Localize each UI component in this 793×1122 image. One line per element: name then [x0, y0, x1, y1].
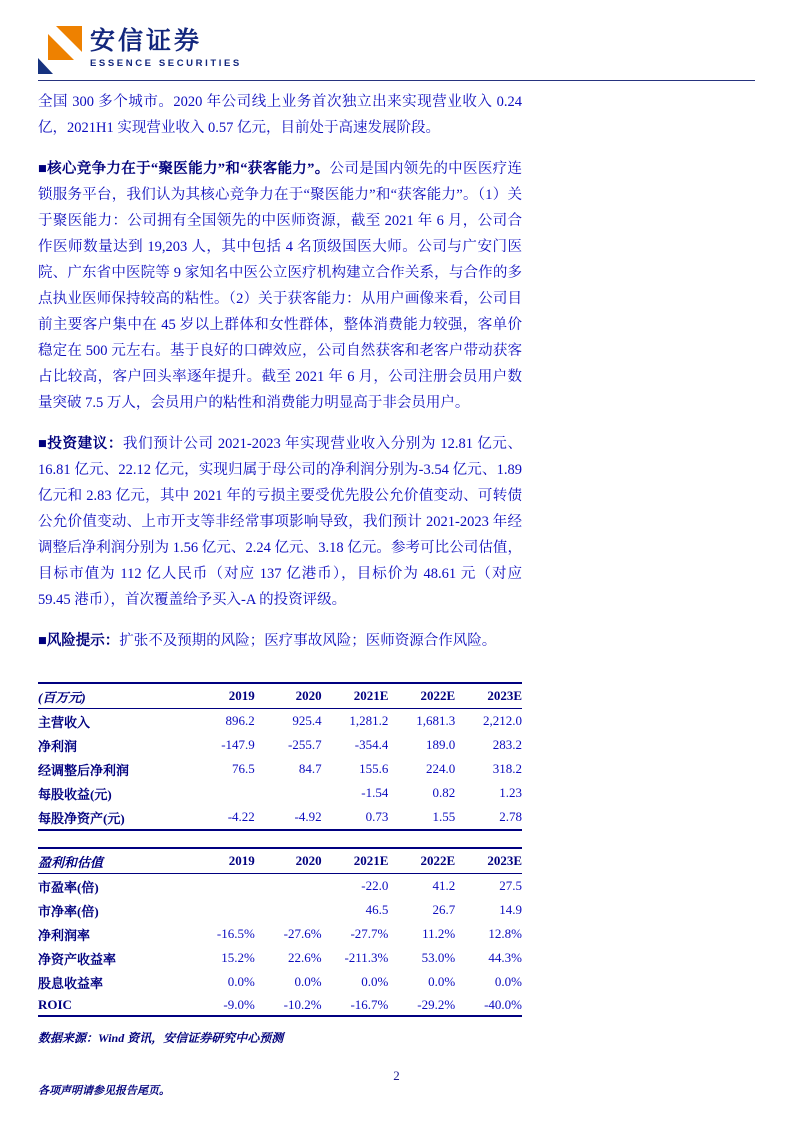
row-value: 2.78	[499, 809, 522, 824]
row-value: 1.23	[499, 785, 522, 800]
row-value: 318.2	[492, 761, 522, 776]
table-header-year: 2019	[228, 688, 255, 703]
core-competence-body: 公司是国内领先的中医医疗连锁服务平台，我们认为其核心竞争力在于“聚医能力”和“获客能力”。（1）关于聚医能力：公司拥有全国领先的中医师资源，截至 2021 年 6 月，公司合作医师数量达到 19,203 人，其中包括 4 名顶级国医大师。公司与广安门医院、广东省中医院等 9 家知名中医公立医疗机构建立合作关系，与合作的多点执业医师保持较高的粘性。（2）关于获客能力：从用户画像来看，公司目前主要客户集中在 45 岁以上群体和女性群体，整体消费能力较强，客单价稳定在 500 元左右。基于良好的口碑效应，公司自然获客和老客户带动获客占比较高，客户回头率逐年提升。截至 2021 年 6 月，公司注册会员用户数量突破 7.5 万人，会员用户的粘性和消费能力明显高于非会员用户。	[38, 161, 522, 411]
row-value: -255.7	[288, 737, 322, 752]
table-row	[38, 874, 522, 899]
brand-text	[90, 26, 242, 69]
row-value: -27.6%	[283, 926, 322, 941]
paragraph-intro: 全国 300 多个城市。2020 年公司线上业务首次独立出来实现营业收入 0.24 亿，2021H1 实现营业收入 0.57 亿元，目前处于高速发展阶段。	[38, 94, 522, 136]
table-row	[38, 709, 522, 734]
header-divider	[38, 80, 755, 81]
row-label: 每股收益(元)	[38, 786, 112, 802]
row-label: 市净率(倍)	[38, 903, 99, 919]
report-header	[0, 0, 793, 81]
row-value: 27.5	[499, 878, 522, 893]
row-label: 股息收益率	[38, 975, 104, 991]
row-label: 净利润率	[38, 927, 91, 943]
row-label: 经调整后净利润	[38, 762, 130, 778]
risk-warning-body: 扩张不及预期的风险；医疗事故风险；医师资源合作风险。	[119, 633, 497, 649]
row-value: 925.4	[292, 713, 322, 728]
row-value: -211.3%	[344, 950, 389, 965]
row-value: 12.8%	[488, 926, 522, 941]
row-label: 净资产收益率	[38, 951, 117, 967]
row-value: -1.54	[361, 785, 389, 800]
investment-advice-heading: ■投资建议：	[38, 436, 123, 452]
row-value: -16.5%	[216, 926, 255, 941]
row-value: 0.82	[432, 785, 456, 800]
row-value: -10.2%	[283, 996, 322, 1012]
row-value	[255, 874, 322, 899]
page-number: 2	[393, 1068, 400, 1083]
row-value: 0.0%	[227, 974, 255, 989]
brand	[38, 26, 755, 78]
table-row	[38, 994, 522, 1016]
row-value: 1,281.2	[349, 713, 389, 728]
row-value: -27.7%	[350, 926, 389, 941]
valuation-table-header-row	[38, 848, 522, 874]
row-label: 市盈率(倍)	[38, 879, 99, 895]
row-label: 净利润	[38, 738, 78, 754]
core-competence-heading: ■核心竞争力在于“聚医能力”和“获客能力”。	[38, 161, 330, 177]
row-value: -16.7%	[350, 996, 389, 1012]
row-value: 0.73	[365, 809, 389, 824]
table-header-year: 2021E	[353, 688, 389, 703]
row-value: 46.5	[365, 902, 389, 917]
row-value: 76.5	[232, 761, 255, 776]
row-value: -40.0%	[484, 996, 522, 1012]
table-row	[38, 757, 522, 781]
row-value	[188, 874, 255, 899]
table-row	[38, 733, 522, 757]
investment-advice-body: 我们预计公司 2021-2023 年实现营业收入分别为 12.81 亿元、16.81 亿元、22.12 亿元，实现归属于母公司的净利润分别为-3.54 亿元、1.89 亿元和 2.83 亿元，其中 2021 年的亏损主要受优先股公允价值变动、可转债公允价值变动、上市开支等非经常事项影响导致，我们预计 2021-2023 年经调整后净利润分别为 1.56 亿元、2.24 亿元、3.18 亿元。参考可比公司估值，目标市值为 112 亿人民币（对应 137 亿港币），目标价为 48.61 元（对应 59.45 港币），首次覆盖给予买入-A 的投资评级。	[38, 436, 522, 608]
row-value: 1,681.3	[416, 713, 456, 728]
row-value	[255, 898, 322, 922]
table-row	[38, 898, 522, 922]
row-value: 44.3%	[488, 950, 522, 965]
row-value: 224.0	[425, 761, 456, 776]
brand-name-cn: 安信证券	[90, 28, 203, 55]
row-value	[255, 781, 322, 805]
row-value: -29.2%	[417, 996, 456, 1012]
table-header-year: 2022E	[420, 853, 456, 868]
financial-table-header-row	[38, 683, 522, 709]
table-row	[38, 805, 522, 830]
paragraph-investment-advice	[38, 431, 522, 613]
row-value: 896.2	[225, 713, 255, 728]
table-header-year: 2021E	[353, 853, 389, 868]
table-row	[38, 946, 522, 970]
table-row	[38, 970, 522, 994]
row-value: 2,212.0	[483, 713, 522, 728]
row-value: 53.0%	[421, 950, 456, 965]
table-header-label: (百万元)	[38, 689, 86, 705]
row-value: 15.2%	[221, 950, 255, 965]
risk-warning-heading: ■风险提示：	[38, 633, 120, 649]
row-value: 283.2	[492, 737, 522, 752]
table-header-year: 2022E	[420, 688, 456, 703]
table-header-year: 2023E	[487, 688, 522, 703]
row-value	[188, 781, 255, 805]
valuation-table	[38, 847, 522, 1017]
row-value: 1.55	[432, 809, 456, 824]
report-body	[38, 89, 522, 1046]
row-value: 11.2%	[422, 926, 456, 941]
brand-name-en: ESSENCE SECURITIES	[90, 58, 242, 70]
row-value: 189.0	[425, 737, 456, 752]
table-header-label: 盈利和估值	[38, 854, 104, 870]
paragraph-core-competence	[38, 156, 522, 416]
table-header-year: 2023E	[487, 853, 522, 868]
row-value: -354.4	[354, 737, 389, 752]
footer-disclaimer: 各项声明请参见报告尾页。	[38, 1085, 170, 1097]
table-header-year: 2020	[295, 688, 322, 703]
row-value: 26.7	[432, 902, 456, 917]
row-value: -147.9	[221, 737, 255, 752]
data-source-note: 数据来源：Wind 资讯，安信证券研究中心预测	[38, 1031, 284, 1045]
row-label: 主营收入	[38, 714, 91, 730]
table-header-year: 2020	[295, 853, 322, 868]
paragraph-risk-warning	[38, 628, 522, 654]
row-value: 22.6%	[288, 950, 322, 965]
row-value: 0.0%	[428, 974, 456, 989]
row-value: 0.0%	[294, 974, 322, 989]
row-value: 41.2	[432, 878, 456, 893]
row-value: 0.0%	[494, 974, 522, 989]
table-row	[38, 922, 522, 946]
brand-logo-icon	[38, 26, 82, 74]
row-value	[188, 898, 255, 922]
table-header-year: 2019	[228, 853, 255, 868]
row-value: -4.92	[294, 809, 322, 824]
row-value: -9.0%	[223, 996, 255, 1012]
table-row	[38, 781, 522, 805]
row-label: ROIC	[38, 996, 72, 1012]
row-value: 14.9	[499, 902, 522, 917]
row-value: -22.0	[361, 878, 389, 893]
row-label: 每股净资产(元)	[38, 810, 125, 826]
row-value: -4.22	[227, 809, 255, 824]
row-value: 84.7	[298, 761, 322, 776]
financial-summary-table	[38, 682, 522, 831]
row-value: 0.0%	[361, 974, 389, 989]
row-value: 155.6	[359, 761, 389, 776]
